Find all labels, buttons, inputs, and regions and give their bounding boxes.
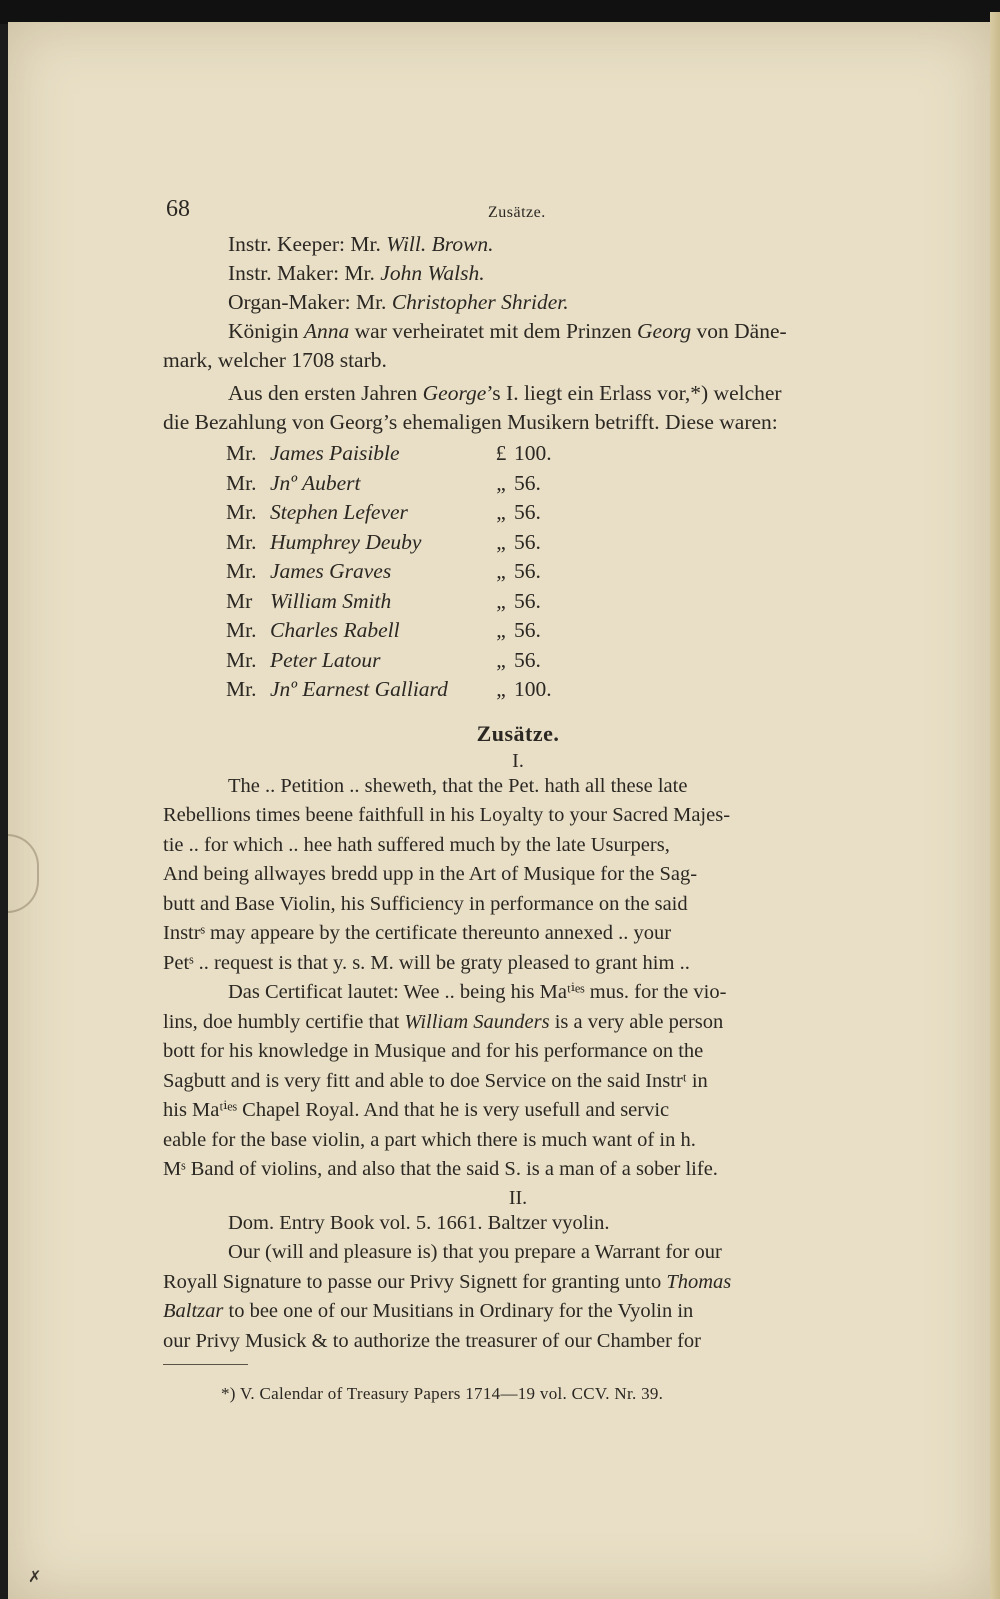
running-head: Zusätze. [488,204,546,221]
certificate-line: Das Certificat lautet: Wee .. being his Maᵗⁱᵉˢ mus. for the vio- [228,981,727,1003]
certificate-line: his Maᵗⁱᵉˢ Chapel Royal. And that he is very usefull and servic [163,1099,670,1121]
warrant-line: Our (will and pleasure is) that you prepare a Warrant for our [228,1241,722,1263]
footnote: *) V. Calendar of Treasury Papers 1714—19 vol. CCV. Nr. 39. [221,1384,664,1403]
warrant-line: Royall Signature to passe our Privy Signett for granting unto Thomas [163,1270,732,1293]
section-heading: Zusätze. [476,720,560,746]
margin-bracket-mark [8,834,39,913]
petition-line: Rebellions times beene faithfull in his Loyalty to your Sacred Majes- [163,804,731,826]
roster-row: Mr. Humphrey Deuby „ 56. [226,529,541,554]
footnote-rule [163,1364,248,1365]
roster-row: Mr. Jnº Aubert „ 56. [226,470,541,495]
certificate-line: Sagbutt and is very fitt and able to doe Service on the said Instrᵗ in [163,1069,708,1092]
page-number: 68 [166,196,190,222]
petition-paragraph [163,772,873,979]
page-header [8,172,990,222]
petition-line: Petˢ .. request is that y. s. M. will be graty pleased to grant him .. [163,951,690,974]
section-number-I: I. [512,749,524,772]
certificate-line: Mˢ Band of violins, and also that the said S. is a man of a sober life. [163,1158,718,1180]
anna-paragraph-line-1: Königin Anna war verheiratet mit dem Prinzen Georg von Däne- [228,319,787,343]
roster-row: Mr. Jnº Earnest Galliard „ 100. [226,677,552,701]
roster-row: Mr. Peter Latour „ 56. [226,647,541,672]
george-paragraph-line-1: Aus den ersten Jahren George’s I. liegt ein Erlass vor,*) welcher [228,381,782,405]
anna-paragraph-line-2: mark, welcher 1708 starb. [163,348,387,372]
certificate-line: lins, doe humbly certifie that William Saunders is a very able person [163,1010,724,1033]
keeper-line: Organ-Maker: Mr. Christopher Shrider. [228,290,569,314]
book-page [8,22,990,1599]
certificate-line: bott for his knowledge in Musique and for his performance on the [163,1040,704,1062]
certificate-paragraph [163,978,873,1185]
certificate-line: eable for the base violin, a part which there is much want of in h. [163,1128,696,1151]
petition-line: The .. Petition .. sheweth, that the Pet. hath all these late [228,774,688,797]
warrant-line: Baltzar to bee one of our Musitians in Ordinary for the Vyolin in [163,1300,694,1322]
entry-book-line: Dom. Entry Book vol. 5. 1661. Baltzer vyolin. [228,1211,610,1234]
scan-border [0,0,1000,24]
roster-row: Mr William Smith „ 56. [226,588,541,613]
roster-row: Mr. Charles Rabell „ 56. [226,618,541,642]
warrant-paragraph [163,1209,873,1357]
george-paragraph-line-2: die Bezahlung von Georg’s ehemaligen Musikern betrifft. Diese waren: [163,410,778,434]
warrant-line: our Privy Musick & to authorize the treasurer of our Chamber for [163,1329,701,1352]
petition-line: Instrˢ may appeare by the certificate thereunto annexed .. your [163,922,672,944]
petition-line: butt and Base Violin, his Sufficiency in performance on the said [163,892,688,915]
petition-line: tie .. for which .. hee hath suffered much by the late Usurpers, [163,833,670,856]
keeper-line: Instr. Maker: Mr. John Walsh. [228,261,485,285]
pencil-mark: ✗ [28,1569,42,1586]
roster-row: Mr. James Graves „ 56. [226,559,541,583]
adjacent-page-edge [990,12,1000,1599]
roster-row: Mr. Stephen Lefever „ 56. [226,500,541,524]
body-text [163,230,873,1408]
petition-line: And being allwayes bredd upp in the Art of Musique for the Sag- [163,863,698,885]
section-number-II: II. [508,1186,528,1209]
keeper-line: Instr. Keeper: Mr. Will. Brown. [228,232,494,256]
musician-roster [163,439,873,705]
roster-row: Mr. James Paisible £ 100. [226,441,552,465]
